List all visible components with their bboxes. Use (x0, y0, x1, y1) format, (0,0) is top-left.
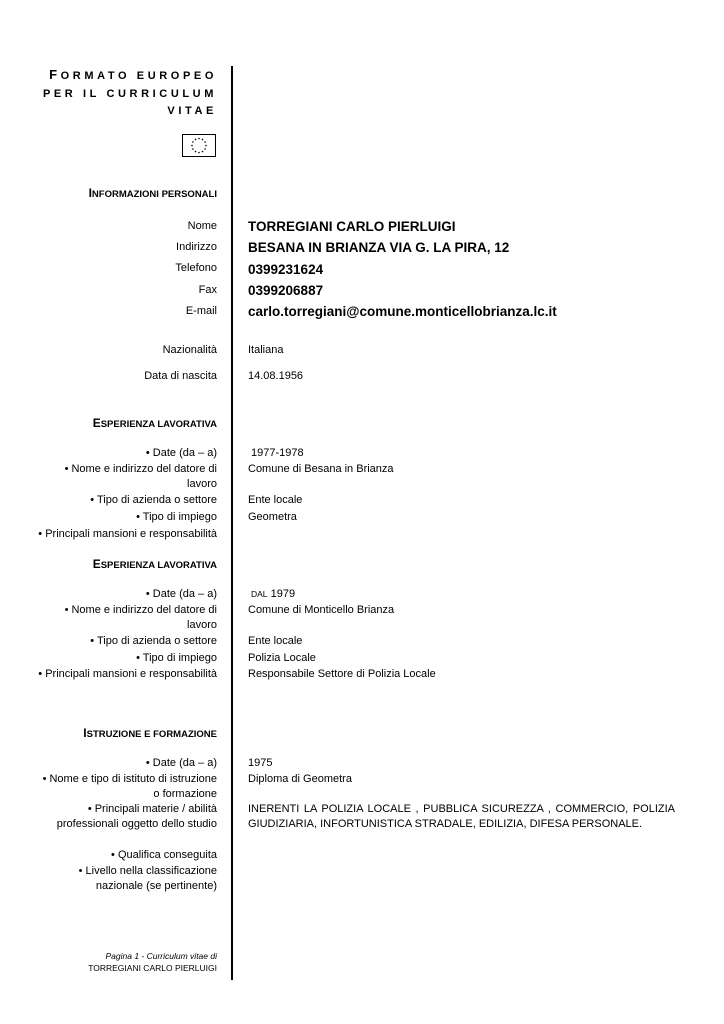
eu-star-icon (192, 148, 194, 150)
label-email: E-mail (185, 305, 217, 317)
eu-star-icon (205, 145, 207, 147)
eu-star-icon (198, 152, 200, 154)
work2-label-sector: • Tipo di azienda o settore (90, 635, 217, 647)
edu-label-qualification: • Qualifica conseguita (111, 849, 217, 861)
footer-name: TORREGIANI CARLO PIERLUIGI (88, 963, 217, 973)
edu-label-dates: • Date (da – a) (145, 757, 217, 769)
work1-value-employer: Comune di Besana in Brianza (248, 463, 394, 475)
edu-value-institute: Diploma di Geometra (248, 773, 352, 785)
eu-star-icon (202, 151, 204, 153)
eu-star-icon (204, 141, 206, 143)
edu-label-institute: • Nome e tipo di istituto di istruzione o formazione (42, 773, 217, 800)
work2-label-dates: • Date (da – a) (145, 588, 217, 600)
work1-label-sector: • Tipo di azienda o settore (90, 494, 217, 506)
footer-page-label: Pagina 1 - Curriculum vitae di (105, 951, 217, 961)
work1-label-duties: • Principali mansioni e responsabilità (38, 528, 217, 540)
edu-label-subjects: • Principali materie / abilità professionali oggetto dello studio (56, 803, 217, 830)
label-address: Indirizzo (176, 241, 217, 253)
value-address: BESANA IN BRIANZA VIA G. LA PIRA, 12 (248, 240, 510, 255)
work2-value-duties: Responsabile Settore di Polizia Locale (248, 668, 436, 680)
edu-value-subjects: INERENTI LA POLIZIA LOCALE , PUBBLICA SICUREZZA , COMMERCIO, POLIZIA GIUDIZIARIA, INFORTUNISTICA STRADALE, EDILIZIA, DIFESA PERSONALE. (248, 803, 675, 830)
work2-label-job-type: • Tipo di impiego (136, 652, 217, 664)
work1-value-dates: 1977-1978 (251, 447, 304, 459)
eu-star-icon (191, 145, 193, 147)
eu-star-icon (202, 139, 204, 141)
work2-value-dates: DAL 1979 (251, 588, 296, 600)
title-line-1: FORMATO EUROPEO (49, 67, 217, 82)
work1-label-job-type: • Tipo di impiego (136, 511, 217, 523)
label-name: Nome (187, 220, 217, 232)
value-nationality: Italiana (248, 344, 284, 356)
eu-star-icon (195, 139, 197, 141)
edu-value-dates: 1975 (248, 757, 273, 769)
work2-label-duties: • Principali mansioni e responsabilità (38, 668, 217, 680)
eu-flag-icon (182, 134, 216, 157)
value-phone: 0399231624 (248, 262, 324, 277)
label-phone: Telefono (175, 262, 217, 274)
value-email[interactable]: carlo.torregiani@comune.monticellobrianza.lc.it (248, 304, 557, 319)
label-nationality: Nazionalità (162, 344, 217, 356)
page-footer (88, 950, 217, 974)
work1-value-sector: Ente locale (248, 494, 303, 506)
document-title (43, 66, 217, 121)
eu-star-icon (195, 151, 197, 153)
work2-value-sector: Ente locale (248, 635, 303, 647)
section-work-heading-1: ESPERIENZA LAVORATIVA (92, 416, 217, 430)
value-name: TORREGIANI CARLO PIERLUIGI (248, 219, 456, 234)
section-education-heading: ISTRUZIONE E FORMAZIONE (83, 726, 217, 740)
work1-label-employer: • Nome e indirizzo del datore di lavoro (64, 463, 217, 490)
edu-label-level: • Livello nella classificazione nazionale (se pertinente) (78, 865, 217, 892)
work2-label-employer: • Nome e indirizzo del datore di lavoro (64, 604, 217, 631)
value-birth-date: 14.08.1956 (248, 370, 304, 382)
work1-label-dates: • Date (da – a) (145, 447, 217, 459)
work1-value-job-type: Geometra (248, 511, 297, 523)
label-birth-date: Data di nascita (144, 370, 217, 382)
section-personal-heading: INFORMAZIONI PERSONALI (88, 186, 217, 200)
work2-value-employer: Comune di Monticello Brianza (248, 604, 395, 616)
column-divider (231, 66, 233, 980)
section-work-heading-2: ESPERIENZA LAVORATIVA (92, 557, 217, 571)
eu-star-icon (192, 141, 194, 143)
label-fax: Fax (198, 284, 217, 296)
title-line-3: VITAE (167, 105, 217, 117)
value-fax: 0399206887 (248, 283, 324, 298)
work2-value-job-type: Polizia Locale (248, 652, 316, 664)
eu-star-icon (204, 148, 206, 150)
eu-star-icon (198, 138, 200, 140)
title-line-2: PER IL CURRICULUM (42, 87, 217, 100)
